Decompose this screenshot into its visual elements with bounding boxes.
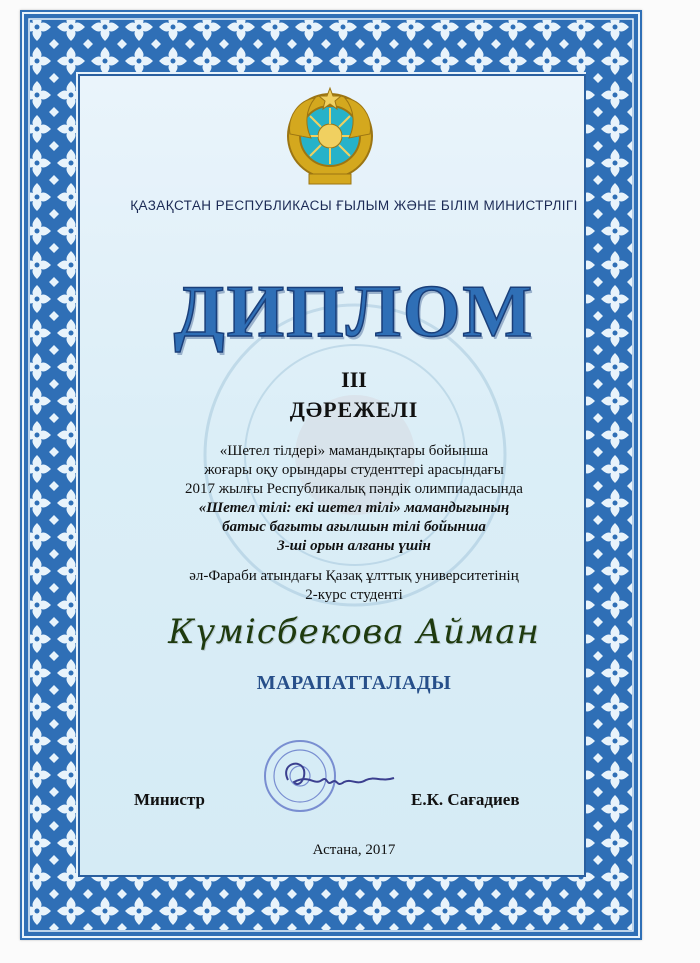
body-line-3: 2017 жылғы Республикалық пәндік олимпиадасында bbox=[185, 481, 523, 497]
body-line-1: «Шетел тілдері» мамандықтары бойынша bbox=[219, 443, 489, 459]
body-line-7: әл-Фараби атындағы Қазақ ұлттық университетінің bbox=[189, 568, 519, 584]
minister-signature-icon bbox=[270, 750, 400, 800]
body-line-2: жоғары оқу орындары студенттері арасындағы bbox=[204, 462, 504, 478]
place-date: Астана, 2017 bbox=[312, 842, 396, 858]
diploma-title: ДИПЛОМ bbox=[173, 271, 535, 353]
recipient-name: Күмісбекова Айман bbox=[168, 612, 540, 652]
degree-number: III bbox=[341, 367, 367, 392]
awarded-text: МАРАПАТТАЛАДЫ bbox=[256, 672, 452, 694]
body-line-8: 2-курс студенті bbox=[305, 587, 403, 603]
kazakhstan-state-emblem-icon bbox=[285, 86, 375, 190]
body-line-4: «Шетел тілі: екі шетел тілі» мамандығының bbox=[198, 500, 510, 516]
minister-label: Министр bbox=[134, 790, 205, 809]
degree-word: ДӘРЕЖЕЛІ bbox=[289, 397, 419, 422]
ministry-name: ҚАЗАҚСТАН РЕСПУБЛИКАСЫ ҒЫЛЫМ ЖӘНЕ БІЛІМ МИНИСТРЛІГІ bbox=[130, 198, 578, 213]
minister-name: Е.К. Сағадиев bbox=[411, 790, 520, 809]
body-line-6: 3-ші орын алғаны үшін bbox=[277, 538, 431, 554]
body-line-5: батыс бағыты ағылшын тілі бойынша bbox=[222, 519, 486, 535]
